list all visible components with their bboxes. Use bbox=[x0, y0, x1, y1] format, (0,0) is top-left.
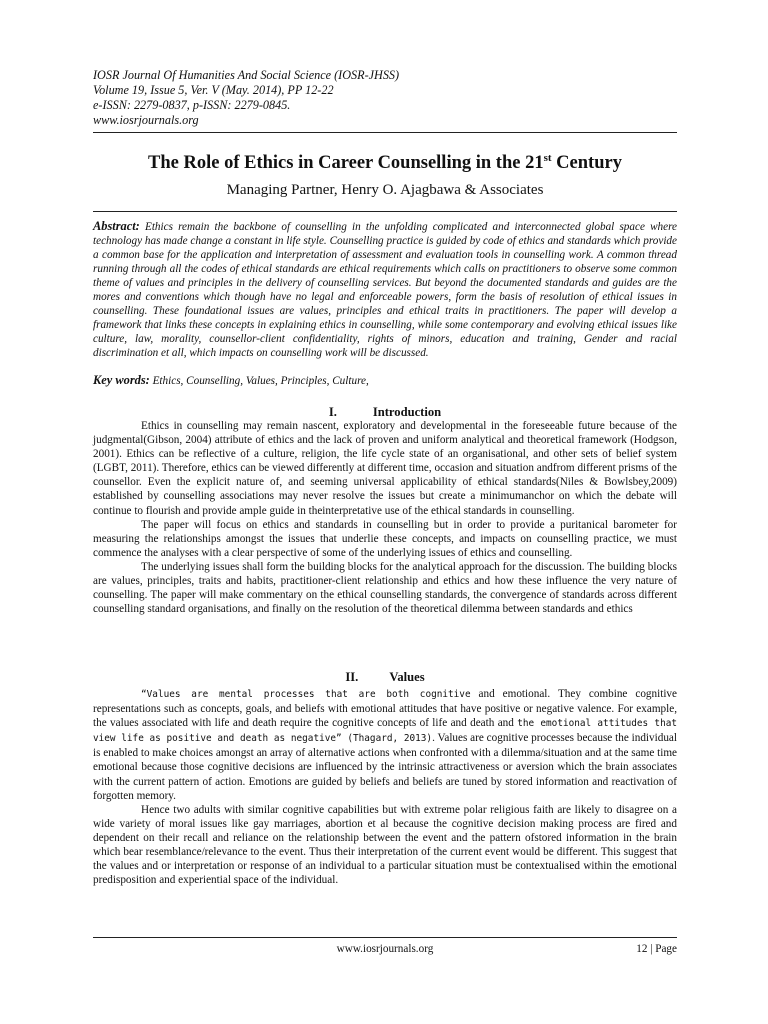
keywords-label: Key words: bbox=[93, 373, 150, 387]
intro-paragraph-2: The paper will focus on ethics and standards in counselling but in order to provide a puritanical barometer for measuring the relationships amongst the issues that underlie these concepts, and impacts on counselling practice, we must commence the analyses with a clear perspective of some of the underlying issues of ethics and counselling. bbox=[93, 518, 677, 559]
journal-header bbox=[93, 68, 683, 128]
journal-website: www.iosrjournals.org bbox=[93, 113, 199, 127]
values-paragraph-2: Hence two adults with similar cognitive capabilities but with extreme polar religious faith are likely to disagree on a wide variety of moral issues like gay marriages, abortion et al because the cognitive decision making process are fired and dependent on their recall and reliance on the relationship between the event and the pattern ofstored information in the brain which bear resemblance/relevance to the event. Thus their interpretation of the current event would be different. This suggest that the values and or interpretation or response of an individual to a particular situation must be contextualised within the emotional predisposition and experiential space of the individual. bbox=[93, 803, 677, 887]
values-quote-end: the emotional attitudes that view life as positive and death as negative” (Thagard, 2013) bbox=[93, 718, 677, 745]
abstract bbox=[93, 219, 677, 360]
paper-title: The Role of Ethics in Career Counselling in the 21st Century bbox=[148, 152, 622, 173]
journal-issn: e-ISSN: 2279-0837, p-ISSN: 2279-0845. bbox=[93, 98, 291, 112]
footer-rule bbox=[93, 937, 677, 938]
abstract-text: Ethics remain the backbone of counselling in the unfolding complicated and interconnected global space where technology has made change a constant in life style. Counselling practice is guided by code of ethics and standards which provide a common base for the application and interpretation of assessment and evaluation tools in counselling work. A common thread running through all the codes of ethical standards are ethical requirements which calls on practitioners to observe some common theme of values and principles in the delivery of counselling services. But beyond the documented standards and guides are the mores and conventions which though have no legal and enforceable powers, form the basis of resolution of ethical issues in counselling. These foundational issues are values, principles and ethical traits in practitioners. The paper will develop a framework that links these concepts in explaining ethics in counselling, while some contemporary and evolving ethical issues like culture, law, morality, counsellor-client confidentiality, rights of minors, education and training, Gender and racial discrimination et all, which impacts on counselling work will be discussed. bbox=[93, 221, 678, 359]
keywords bbox=[93, 373, 677, 388]
values-quote-start: “Values are mental processes that are both cognitive bbox=[141, 689, 471, 700]
paper-author: Managing Partner, Henry O. Ajagbawa & Associates bbox=[226, 182, 544, 198]
intro-paragraph-3: The underlying issues shall form the building blocks for the analytical approach for the discussion. The building blocks are values, principles, traits and habits, practitioner-client relationship and ethics and how these influence the very nature of counselling. The paper will make commentary on the ethical counselling standards, the convergence of standards across different counselling standard organisations, and finally on the resolution of the theoretical dilemma between standards and ethics bbox=[93, 560, 677, 616]
journal-name: IOSR Journal Of Humanities And Social Science (IOSR-JHSS) bbox=[93, 68, 400, 82]
author-rule bbox=[93, 211, 677, 212]
abstract-label: Abstract: bbox=[93, 219, 140, 233]
values-body bbox=[93, 687, 677, 887]
page-number: 12 | Page bbox=[636, 943, 677, 955]
header-rule bbox=[93, 132, 677, 133]
intro-paragraph-1: Ethics in counselling may remain nascent, exploratory and developmental in the foreseeable future because of the judgmental(Gibson, 2004) attribute of ethics and the lack of proven and uniform analytical and theoretical framework (Hodgson, 2001). Ethics can be reflective of a culture, religion, the life cycle state of an organisational, and other sets of belief system (LGBT, 2011). Therefore, ethics can be viewed differently at different time, occasion and situation andfrom different prisms of the counsellor. Even the explicit nature of, and seeming universal applicability of ethical standards(Niles & Bowlsbey,2009) established by counselling associations may never resolve the issues but create a minimumanchor on which the debate will continue to flourish and provide ample guide in theinterpretative use of the ethical standards in counselling. bbox=[93, 420, 677, 517]
values-paragraph-1: “Values are mental processes that are both cognitive and emotional. They combine cognitive representations such as concepts, goals, and beliefs with emotional attitudes that have positive or negative valence. For example, the values associated with life and death require the cognitive concepts of life and death and the emotional attitudes that view life as positive and death as negative” (Thagard, 2013). Values are cognitive processes because the individual is enabled to make choices amongst an array of alternative actions when confronted with a dilemma/situation and at the same time emotional because those cognitive decisions are influenced by the intrinsic attractiveness or aversion which the brain associates with the current pattern of action. Emotions are guided by beliefs and beliefs are tuned by stored information and reactivation of forgotten memory. bbox=[93, 688, 677, 802]
section-heading-values: II. Values bbox=[345, 670, 425, 684]
section-heading-introduction: I. Introduction bbox=[328, 405, 442, 419]
footer-url: www.iosrjournals.org bbox=[336, 943, 434, 955]
keywords-text: Ethics, Counselling, Values, Principles, Culture, bbox=[152, 375, 369, 387]
title-superscript: st bbox=[543, 152, 552, 164]
journal-volume: Volume 19, Issue 5, Ver. V (May. 2014), PP 12-22 bbox=[93, 83, 334, 97]
introduction-body bbox=[93, 419, 677, 616]
